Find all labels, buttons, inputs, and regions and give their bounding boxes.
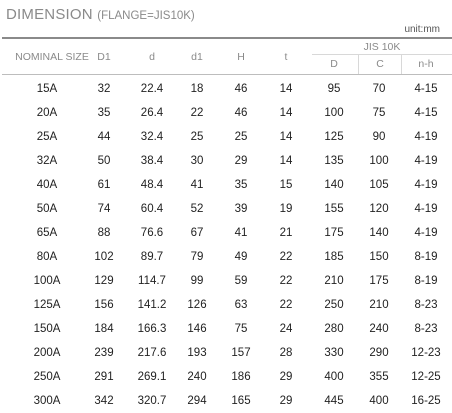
cell-d1: 126 — [187, 299, 207, 311]
header-C: C — [376, 58, 384, 70]
cell-D: 175 — [324, 227, 344, 239]
cell-nh: 12-23 — [411, 347, 441, 359]
cell-H: 29 — [234, 155, 248, 167]
cell-nh: 4-19 — [414, 179, 438, 191]
cell-d1: 294 — [187, 395, 207, 407]
table-row — [0, 269, 452, 293]
cell-d1: 99 — [190, 275, 204, 287]
cell-C: 175 — [369, 275, 389, 287]
cell-d1: 18 — [190, 83, 204, 95]
cell-nh: 12-25 — [411, 371, 441, 383]
cell-size: 80A — [36, 251, 58, 263]
cell-d1: 79 — [190, 251, 204, 263]
cell-t: 28 — [279, 347, 293, 359]
cell-d1: 146 — [187, 323, 207, 335]
cell-H: 165 — [231, 395, 251, 407]
cell-D: 280 — [324, 323, 344, 335]
cell-t: 22 — [279, 275, 293, 287]
cell-H: 157 — [231, 347, 251, 359]
cell-size: 20A — [36, 107, 58, 119]
cell-size: 125A — [33, 299, 61, 311]
cell-nh: 8-19 — [414, 251, 438, 263]
cell-D1: 156 — [94, 299, 114, 311]
cell-d: 114.7 — [138, 275, 166, 287]
cell-t: 22 — [279, 251, 293, 263]
cell-nh: 4-15 — [414, 83, 438, 95]
cell-d1: 25 — [190, 131, 204, 143]
cell-size: 150A — [33, 323, 61, 335]
cell-C: 100 — [369, 155, 389, 167]
cell-C: 140 — [369, 227, 389, 239]
cell-d: 89.7 — [140, 251, 164, 263]
header-H: H — [237, 51, 245, 63]
header-D1: D1 — [97, 51, 111, 63]
cell-nh: 4-19 — [414, 203, 438, 215]
cell-d1: 193 — [187, 347, 207, 359]
cell-H: 46 — [234, 83, 248, 95]
cell-t: 14 — [279, 83, 293, 95]
header-bottom-rule — [2, 74, 452, 75]
table-row — [0, 221, 452, 245]
cell-H: 25 — [234, 131, 248, 143]
cell-t: 22 — [279, 299, 293, 311]
table-row — [0, 341, 452, 365]
cell-d: 320.7 — [137, 395, 167, 407]
cell-H: 75 — [234, 323, 248, 335]
table-row — [0, 293, 452, 317]
cell-C: 355 — [369, 371, 389, 383]
cell-H: 46 — [234, 107, 248, 119]
cell-d: 32.4 — [140, 131, 164, 143]
cell-d: 22.4 — [140, 83, 164, 95]
cell-C: 150 — [369, 251, 389, 263]
cell-d1: 41 — [190, 179, 204, 191]
cell-size: 250A — [33, 371, 61, 383]
cell-D: 445 — [324, 395, 344, 407]
cell-D: 400 — [324, 371, 344, 383]
header-nh: n-h — [418, 58, 434, 70]
cell-d: 269.1 — [137, 371, 167, 383]
cell-D1: 88 — [97, 227, 111, 239]
cell-d: 60.4 — [140, 203, 164, 215]
table-row — [0, 125, 452, 149]
page-title — [6, 6, 195, 24]
cell-D1: 44 — [97, 131, 111, 143]
cell-D: 185 — [324, 251, 344, 263]
title-sub: (FLANGE=JIS10K) — [97, 10, 195, 22]
cell-t: 29 — [279, 371, 293, 383]
cell-d: 217.6 — [137, 347, 167, 359]
cell-size: 32A — [36, 155, 58, 167]
cell-H: 35 — [234, 179, 248, 191]
cell-t: 19 — [279, 203, 293, 215]
cell-D: 135 — [324, 155, 344, 167]
cell-D1: 239 — [94, 347, 114, 359]
jis-col-divider-2 — [401, 55, 402, 74]
cell-nh: 4-19 — [414, 227, 438, 239]
cell-t: 14 — [279, 155, 293, 167]
cell-D: 330 — [324, 347, 344, 359]
cell-size: 50A — [36, 203, 58, 215]
cell-t: 29 — [279, 395, 293, 407]
cell-D1: 74 — [97, 203, 111, 215]
cell-D1: 291 — [94, 371, 114, 383]
cell-D1: 32 — [97, 83, 111, 95]
cell-C: 400 — [369, 395, 389, 407]
cell-D1: 184 — [94, 323, 114, 335]
cell-t: 24 — [279, 323, 293, 335]
table-row — [0, 245, 452, 269]
cell-C: 290 — [369, 347, 389, 359]
header-t: t — [284, 51, 288, 63]
cell-size: 40A — [36, 179, 58, 191]
cell-C: 105 — [369, 179, 389, 191]
cell-D: 250 — [324, 299, 344, 311]
table-row — [0, 173, 452, 197]
cell-D: 100 — [324, 107, 344, 119]
cell-C: 240 — [369, 323, 389, 335]
cell-nh: 16-25 — [411, 395, 441, 407]
cell-size: 100A — [33, 275, 61, 287]
table-row — [0, 365, 452, 389]
cell-C: 70 — [372, 83, 386, 95]
table-row — [0, 389, 452, 413]
cell-size: 300A — [33, 395, 61, 407]
cell-D1: 61 — [97, 179, 111, 191]
cell-d: 141.2 — [137, 299, 167, 311]
cell-size: 25A — [36, 131, 58, 143]
table-row — [0, 101, 452, 125]
title-main: DIMENSION — [6, 6, 93, 23]
cell-D: 210 — [324, 275, 344, 287]
cell-nh: 4-19 — [414, 155, 438, 167]
cell-t: 21 — [279, 227, 293, 239]
table-row — [0, 197, 452, 221]
cell-H: 63 — [234, 299, 248, 311]
cell-t: 14 — [279, 107, 293, 119]
cell-d: 26.4 — [140, 107, 164, 119]
cell-H: 41 — [234, 227, 248, 239]
table-row — [0, 317, 452, 341]
cell-H: 49 — [234, 251, 248, 263]
header-nominal-size: NOMINAL SIZE — [15, 51, 89, 63]
table-row — [0, 77, 452, 101]
cell-H: 39 — [234, 203, 248, 215]
header-d1: d1 — [191, 51, 203, 63]
cell-D1: 102 — [94, 251, 114, 263]
cell-nh: 8-23 — [414, 299, 438, 311]
cell-nh: 4-19 — [414, 131, 438, 143]
jis-group-underline — [312, 54, 452, 55]
cell-d1: 240 — [187, 371, 207, 383]
header-jis-group: JIS 10K — [363, 41, 401, 53]
cell-t: 14 — [279, 131, 293, 143]
cell-D1: 35 — [97, 107, 111, 119]
cell-d1: 22 — [190, 107, 204, 119]
cell-D: 95 — [327, 83, 341, 95]
header-top-rule — [2, 37, 452, 39]
cell-C: 90 — [372, 131, 386, 143]
cell-nh: 8-23 — [414, 323, 438, 335]
unit-label: unit:mm — [404, 24, 440, 35]
cell-t: 15 — [279, 179, 293, 191]
table-row — [0, 149, 452, 173]
cell-H: 59 — [234, 275, 248, 287]
cell-C: 120 — [369, 203, 389, 215]
cell-nh: 4-15 — [414, 107, 438, 119]
cell-d: 38.4 — [140, 155, 164, 167]
cell-D1: 129 — [94, 275, 114, 287]
cell-D: 140 — [324, 179, 344, 191]
cell-size: 15A — [36, 83, 58, 95]
cell-size: 200A — [33, 347, 61, 359]
cell-C: 75 — [372, 107, 386, 119]
cell-H: 186 — [231, 371, 251, 383]
cell-d1: 67 — [190, 227, 204, 239]
cell-D1: 50 — [97, 155, 111, 167]
cell-d: 166.3 — [137, 323, 167, 335]
jis-col-divider-1 — [358, 55, 359, 74]
cell-D1: 342 — [94, 395, 114, 407]
cell-D: 125 — [324, 131, 344, 143]
cell-nh: 8-19 — [414, 275, 438, 287]
header-d: d — [149, 51, 155, 63]
cell-C: 210 — [369, 299, 389, 311]
cell-D: 155 — [324, 203, 344, 215]
cell-size: 65A — [36, 227, 58, 239]
cell-d1: 52 — [190, 203, 204, 215]
header-D: D — [330, 58, 338, 70]
cell-d1: 30 — [190, 155, 204, 167]
cell-d: 48.4 — [140, 179, 164, 191]
cell-d: 76.6 — [140, 227, 164, 239]
